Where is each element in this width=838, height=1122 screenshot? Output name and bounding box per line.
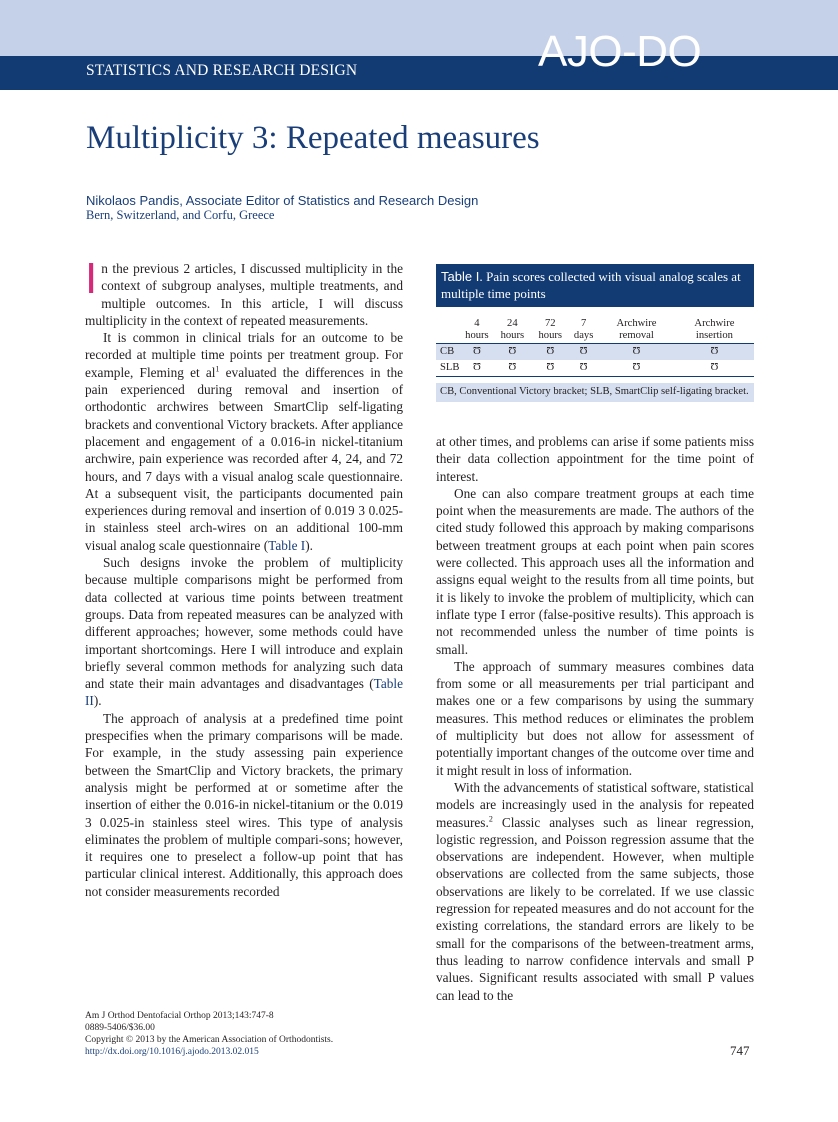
table-cell: Ʊ bbox=[531, 344, 569, 361]
table-cell: Ʊ bbox=[569, 344, 598, 361]
article-title: Multiplicity 3: Repeated measures bbox=[86, 120, 540, 156]
table-header-row bbox=[436, 317, 754, 344]
table-cell: Ʊ bbox=[531, 360, 569, 377]
table-1 bbox=[436, 264, 754, 402]
table-cell: Ʊ bbox=[598, 344, 675, 361]
header-top-band bbox=[0, 0, 838, 56]
table-row bbox=[436, 360, 754, 377]
left-column bbox=[85, 254, 403, 900]
table-label: Table I. bbox=[441, 269, 483, 284]
page-number: 747 bbox=[730, 1043, 750, 1058]
copyright-line: Copyright © 2013 by the American Association of Orthodontists. bbox=[85, 1035, 334, 1045]
body-paragraph: Such designs invoke the problem of multiplicity because multiple comparisons might be performed from data collected at various time points between treatment groups. Data from repeated measures can be analyzed with different approaches; however, some methods could have important shortcomings. Here I will introduce and explain briefly several common methods for analyzing such data and state their main advantages and disadvantages (Table II). bbox=[85, 555, 403, 709]
row-label: CB bbox=[436, 344, 460, 361]
body-paragraph: With the advancements of statistical software, statistical models are increasingly used in the analysis for repeated measures.$^2$ Classic analyses such as linear regression, logistic regression, and Poisson regression assume that the observations are independent. However, when multiple observations are collected from the same subjects, those observations are likely to be correlated. If we use classic regression for repeated measures and do not account for the existing correlations, the standard errors are likely to be small for the comparisons of the between-treatment arms, thus leading to narrow confidence intervals and small P values. Significant results associated with small P values can lead to the bbox=[436, 779, 754, 1003]
table-row bbox=[436, 344, 754, 361]
drop-cap: I bbox=[85, 254, 98, 303]
body-paragraph: It is common in clinical trials for an outcome to be recorded at multiple time points per treatment group. For example, Fleming et $al^1$ evaluated the differences in the pain experienced during removal and insertion of orthodontic archwires between SmartClip self-ligating brackets and conventional Victory brackets. After appliance placement and engagement of a 0.016-in nickel-titanium archwire, pain experience was recorded after 4, 24, and 72 hours, and 7 days with a visual analog scale questionnaire. At a subsequent visit, the participants documented pain experiences during removal and insertion of 0.019 3 0.025-in stainless steel arch-wires on an additional 100-mm visual analog scale questionnaire (Table I). bbox=[85, 330, 403, 553]
table-i-link[interactable]: Table I bbox=[268, 537, 306, 553]
body-paragraph: One can also compare treatment groups at each time point when the measurements are made. The authors of the cited study followed this approach by making comparisons between treatment groups at each point when pain scores were collected. This approach uses all the information and assigns equal weight to the results from all time points, but it is likely to invoke the problem of multiplicity, which can inflate type I error (false-positive results). This approach is not recommended unless the number of time points is small. bbox=[436, 485, 754, 657]
section-label: STATISTICS AND RESEARCH DESIGN bbox=[86, 62, 358, 79]
column-header: 4 hours bbox=[460, 317, 493, 344]
table-cell: Ʊ bbox=[675, 360, 754, 377]
column-header: Archwire insertion bbox=[675, 317, 754, 344]
affiliation-line: Bern, Switzerland, and Corfu, Greece bbox=[86, 208, 275, 222]
table-ii-link[interactable]: Table II bbox=[85, 676, 403, 709]
table-cell: Ʊ bbox=[493, 360, 531, 377]
reference-superscript[interactable]: 2 bbox=[488, 814, 493, 824]
reference-superscript[interactable]: 1 bbox=[215, 364, 220, 374]
table-cell: Ʊ bbox=[675, 344, 754, 361]
body-paragraph: The approach of summary measures combines data from some or all measurements per trial participant and makes one or a few comparisons by using the summary measures. This method reduces or eliminates the problem of multiplicity but does not allow for assessment of potentially important changes of the outcome over time and it might result in loss of information. bbox=[436, 658, 754, 778]
table-caption: Table I. Pain scores collected with visual analog scales at multiple time points bbox=[436, 264, 754, 307]
body-paragraph: The approach of analysis at a predefined time point prespecifies when the primary comparisons will be made. For example, in the study assessing pain experience between the SmartClip and Victory brackets, the primary analysis might be performed at or sometime after the insertion of either the 0.016-in nickel-titanium or the 0.019 3 0.025-in stainless steel wires. This type of analysis eliminates the problem of multiple compari-sons; however, it requires one to preselect a follow-up point that has particular clinical interest. Additionally, this approach does not consider measurements recorded bbox=[85, 710, 403, 899]
author-line: Nikolaos Pandis, Associate Editor of Statistics and Research Design bbox=[86, 193, 479, 208]
pain-score-table bbox=[436, 317, 754, 377]
intro-paragraph: In the previous 2 articles, I discussed multiplicity in the context of subgroup analyses, multiple treatments, and multiple outcomes. In this article, I will discuss multiplicity in the context of repeated measurements. bbox=[85, 254, 403, 328]
table-cell: Ʊ bbox=[460, 344, 493, 361]
article-footer bbox=[85, 1010, 333, 1058]
doi-link[interactable]: http://dx.doi.org/10.1016/j.ajodo.2013.02.015 bbox=[85, 1047, 259, 1057]
body-paragraph: at other times, and problems can arise if some patients miss their data collection appointment for the time point of interest. bbox=[436, 434, 754, 484]
right-column bbox=[436, 433, 754, 1004]
table-cell: Ʊ bbox=[598, 360, 675, 377]
row-label: SLB bbox=[436, 360, 460, 377]
table-cell: Ʊ bbox=[493, 344, 531, 361]
column-header: 72 hours bbox=[531, 317, 569, 344]
citation-line: Am J Orthod Dentofacial Orthop 2013;143:747-8 bbox=[85, 1011, 274, 1021]
table-footnote: CB, Conventional Victory bracket; SLB, SmartClip self-ligating bracket. bbox=[436, 383, 754, 402]
column-header bbox=[436, 317, 460, 344]
journal-logo: AJO-DO bbox=[538, 27, 702, 76]
column-header: 24 hours bbox=[493, 317, 531, 344]
column-header: Archwire removal bbox=[598, 317, 675, 344]
column-header: 7 days bbox=[569, 317, 598, 344]
table-cell: Ʊ bbox=[569, 360, 598, 377]
table-cell: Ʊ bbox=[460, 360, 493, 377]
price-line: 0889-5406/$36.00 bbox=[85, 1023, 155, 1033]
